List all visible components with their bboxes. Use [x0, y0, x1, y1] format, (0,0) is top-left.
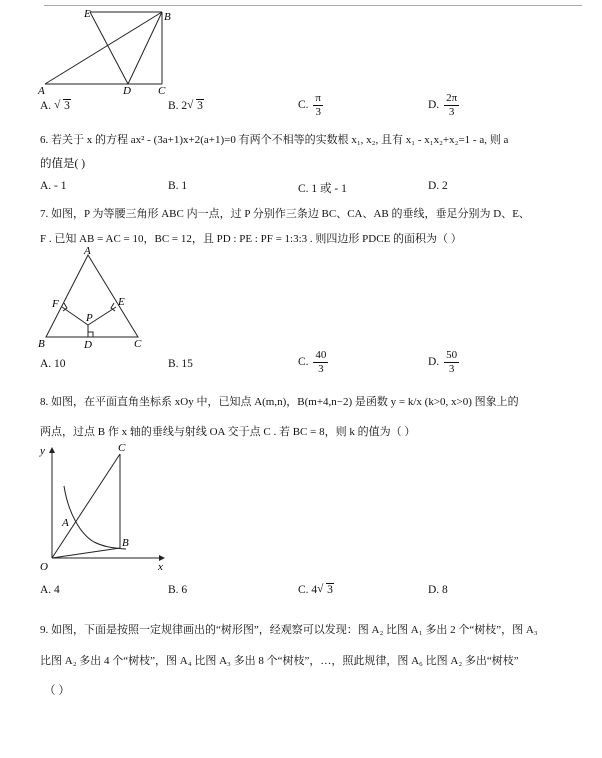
q5-option-d-fraction [444, 92, 459, 119]
q5-label-C: C [158, 85, 166, 94]
q5-option-a-label: A. [40, 100, 52, 112]
q5-option-d [428, 92, 461, 119]
q7-option-d-label: D. [428, 356, 440, 369]
q8-option-d: D. 8 [428, 584, 448, 596]
q7-label-B: B [38, 338, 45, 350]
q7-label-D: D [84, 339, 92, 351]
q5-ed-line [90, 12, 128, 84]
q6-option-d: D. 2 [428, 180, 448, 192]
q5-label-E: E [84, 8, 91, 20]
q7-option-d [428, 349, 461, 376]
q9-line-3: （ ） [44, 685, 70, 697]
q8-option-a: A. 4 [40, 584, 60, 596]
q9-line-1: 9. 如图，下面是按照一定规律画出的“树形图”，经观察可以发现：图 A₂ 比图 A₁ 多出 2 个“树枝”，图 A₃ [40, 624, 538, 636]
q8-label-B: B [122, 537, 129, 549]
q5-option-a-sqrt [54, 100, 71, 112]
q8-label-A: A [62, 517, 69, 529]
q7-label-P: P [86, 312, 93, 324]
q8-option-c-label: C. [298, 584, 309, 596]
q5-option-d-den: 3 [448, 106, 455, 118]
q5-option-b-radicand: 3 [197, 100, 203, 112]
q8-figure [34, 440, 174, 572]
q8-option-c-radicand: 3 [327, 584, 333, 596]
q6-option-b: B. 1 [168, 180, 188, 192]
q8-option-c-coeff: 4 [311, 584, 318, 596]
q7-option-d-num: 50 [446, 349, 458, 361]
q7-right-angle-d [88, 332, 93, 337]
q7-figure [36, 245, 156, 351]
q6-option-a: A. - 1 [40, 180, 67, 192]
q7-option-c-fraction [313, 349, 328, 376]
q7-option-c-den: 3 [318, 363, 324, 375]
q7-line-1: 7. 如图，P 为等腰三角形 ABC 内一点，过 P 分别作三条边 BC、CA、AB 的垂线，垂足分别为 D、E、 [40, 208, 530, 220]
q5-label-A: A [38, 85, 45, 94]
q5-option-b [168, 100, 204, 112]
q8-label-O: O [40, 561, 48, 572]
q7-option-c-num: 40 [315, 349, 327, 361]
q7-option-c [298, 349, 330, 376]
q7-label-E: E [118, 296, 125, 308]
q8-ob-line [52, 548, 120, 558]
q7-option-b: B. 15 [168, 358, 193, 370]
q9-line-2: 比图 A₂ 多出 4 个“树枝”，图 A₄ 比图 A₃ 多出 8 个“树枝”，…，照此规律，图 A₆ 比图 A₂ 多出“树枝” [40, 655, 519, 667]
q6-line-2: 的值是( ) [40, 158, 86, 170]
q5-option-b-sqrt [187, 100, 204, 112]
q8-line-1: 8. 如图，在平面直角坐标系 xOy 中，已知点 A(m,n)，B(m+4,n−2) 是函数 y = k/x (k>0, x>0) 图象上的 [40, 396, 519, 408]
q8-hyperbola [64, 486, 126, 549]
q7-option-c-label: C. [298, 356, 309, 369]
q5-label-D: D [123, 85, 131, 94]
q8-label-C: C [118, 442, 126, 454]
q5-option-a [40, 100, 71, 112]
q5-figure [30, 6, 190, 94]
q7-label-A: A [84, 245, 91, 257]
q8-label-y: y [40, 445, 45, 457]
q5-option-a-radicand: 3 [64, 100, 70, 112]
q5-option-d-label: D. [428, 99, 440, 112]
q7-label-C: C [134, 338, 142, 350]
q7-label-F: F [52, 298, 59, 310]
q7-option-d-fraction [444, 349, 459, 376]
q7-pf-line [62, 307, 88, 325]
q5-option-c-fraction [313, 92, 323, 119]
q8-line-2: 两点，过点 B 作 x 轴的垂线与射线 OA 交于点 C . 若 BC = 8，则 k 的值为（ ） [40, 426, 416, 438]
q5-option-c-num: π [315, 92, 321, 104]
q5-label-B: B [164, 11, 171, 23]
q6-line-1: 6. 若关于 x 的方程 ax² - (3a+1)x+2(a+1)=0 有两个不相等的实数根 x₁, x₂, 且有 x₁ - x₁x₂+x₂=1 - a, 则 a [40, 134, 509, 146]
q5-option-b-label: B. 2 [168, 100, 188, 112]
q7-option-a: A. 10 [40, 358, 66, 370]
q5-option-c-den: 3 [315, 106, 321, 118]
q5-option-d-num: 2π [446, 92, 458, 104]
q7-line-2: F . 已知 AB = AC = 10，BC = 12，且 PD : PE : PF = 1:3:3 . 则四边形 PDCE 的面积为（ ） [40, 233, 462, 245]
q8-option-b: B. 6 [168, 584, 188, 596]
q8-option-c [298, 584, 334, 596]
q6-option-c: C. 1 或 - 1 [298, 183, 347, 195]
q8-ray-oa [52, 454, 120, 558]
q5-option-c-label: C. [298, 99, 309, 112]
q8-option-c-sqrt [317, 584, 334, 596]
q8-label-x: x [158, 561, 163, 572]
q7-option-d-den: 3 [448, 363, 455, 375]
q5-option-c [298, 92, 325, 119]
